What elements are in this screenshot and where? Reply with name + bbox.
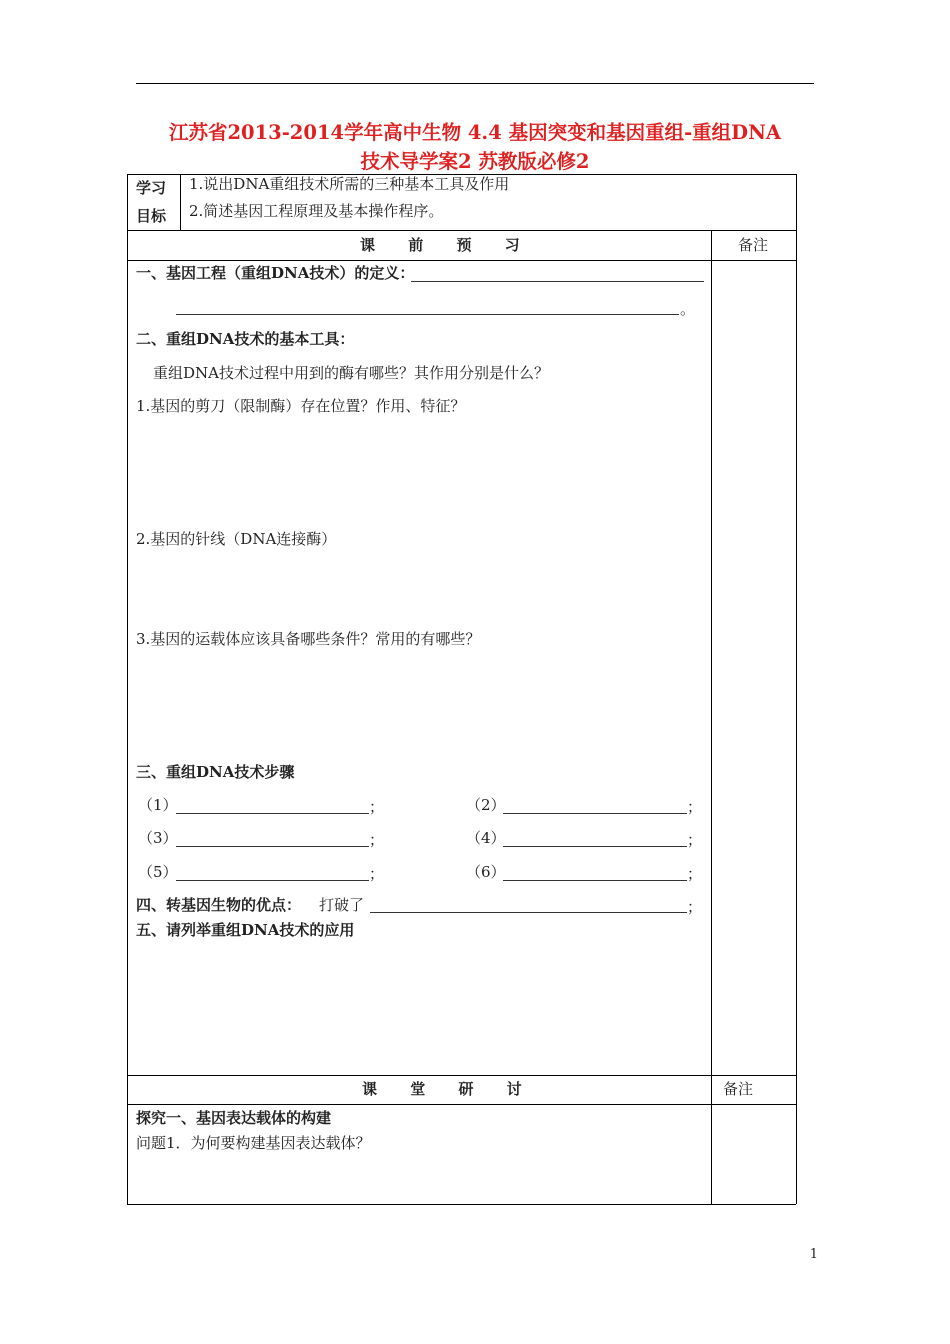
step-2-blank (503, 813, 687, 814)
title-line-1: 江苏省2013-2014学年高中生物 4.4 基因突变和基因重组-重组DNA (168, 121, 782, 144)
step-4-label: （4） (466, 829, 506, 847)
step-2-end: ； (687, 798, 703, 816)
page-number: 1 (809, 1247, 818, 1262)
advantages-end: ； (687, 898, 703, 916)
class-section-header: 课 堂 研 讨 (362, 1080, 536, 1098)
step-2-label: （2） (466, 796, 506, 814)
header-rule (136, 83, 814, 84)
advantages-blank (370, 912, 687, 913)
definition-end-mark: 。 (680, 300, 696, 318)
applications-heading: 五、请列举重组DNA技术的应用 (136, 921, 355, 939)
objective-item-2: 2.简述基因工程原理及基本操作程序。 (189, 202, 444, 220)
table-border-right (796, 174, 797, 1204)
class-notes-label: 备注 (723, 1080, 754, 1098)
preview-bottom-rule (127, 1075, 796, 1076)
objectives-label-2: 目标 (136, 207, 167, 225)
title-line-2: 技术导学案2 苏教版必修2 (360, 150, 590, 173)
table-border-bottom (127, 1204, 796, 1205)
step-1-blank (176, 813, 369, 814)
step-3-blank (176, 846, 369, 847)
preview-notes-label: 备注 (738, 236, 769, 254)
advantages-label: 四、转基因生物的优点： (136, 896, 302, 914)
step-6-label: （6） (466, 863, 506, 881)
objectives-label-1: 学习 (136, 179, 167, 197)
enzymes-prompt: 重组DNA技术过程中用到的酶有哪些？其作用分别是什么？ (153, 364, 549, 382)
objective-item-1: 1.说出DNA重组技术所需的三种基本工具及作用 (189, 175, 510, 193)
definition-blank-1 (411, 281, 704, 282)
class-header-rule (127, 1104, 796, 1105)
advantages-text: 打破了 (319, 896, 365, 914)
step-4-blank (503, 846, 687, 847)
objectives-bottom-rule (127, 230, 796, 231)
notes-column-divider (711, 230, 712, 1075)
step-6-blank (503, 880, 687, 881)
preview-section-header: 课 前 预 习 (360, 236, 534, 254)
step-1-end: ； (369, 798, 385, 816)
vector-question: 3.基因的运载体应该具备哪些条件？常用的有哪些？ (136, 630, 481, 648)
table-border-left (127, 174, 128, 1204)
objectives-divider (180, 174, 181, 230)
question-1: 问题1．为何要构建基因表达载体？ (136, 1134, 371, 1152)
definition-blank-2 (176, 314, 679, 315)
step-3-end: ； (369, 831, 385, 849)
step-3-label: （3） (138, 829, 178, 847)
definition-question: 一、基因工程（重组DNA技术）的定义： (136, 264, 415, 282)
ligase-question: 2.基因的针线（DNA连接酶） (136, 530, 337, 548)
basic-tools-heading: 二、重组DNA技术的基本工具： (136, 330, 355, 348)
step-5-label: （5） (138, 863, 178, 881)
restriction-enzyme-question: 1.基因的剪刀（限制酶）存在位置？作用、特征？ (136, 397, 466, 415)
explore-topic-1: 探究一、基因表达载体的构建 (136, 1109, 332, 1127)
preview-header-rule (127, 260, 796, 261)
step-4-end: ； (687, 831, 703, 849)
step-5-end: ； (369, 865, 385, 883)
steps-heading: 三、重组DNA技术步骤 (136, 763, 295, 781)
class-notes-divider (711, 1075, 712, 1204)
step-5-blank (176, 880, 369, 881)
step-1-label: （1） (138, 796, 178, 814)
document-title (130, 118, 820, 176)
step-6-end: ； (687, 865, 703, 883)
